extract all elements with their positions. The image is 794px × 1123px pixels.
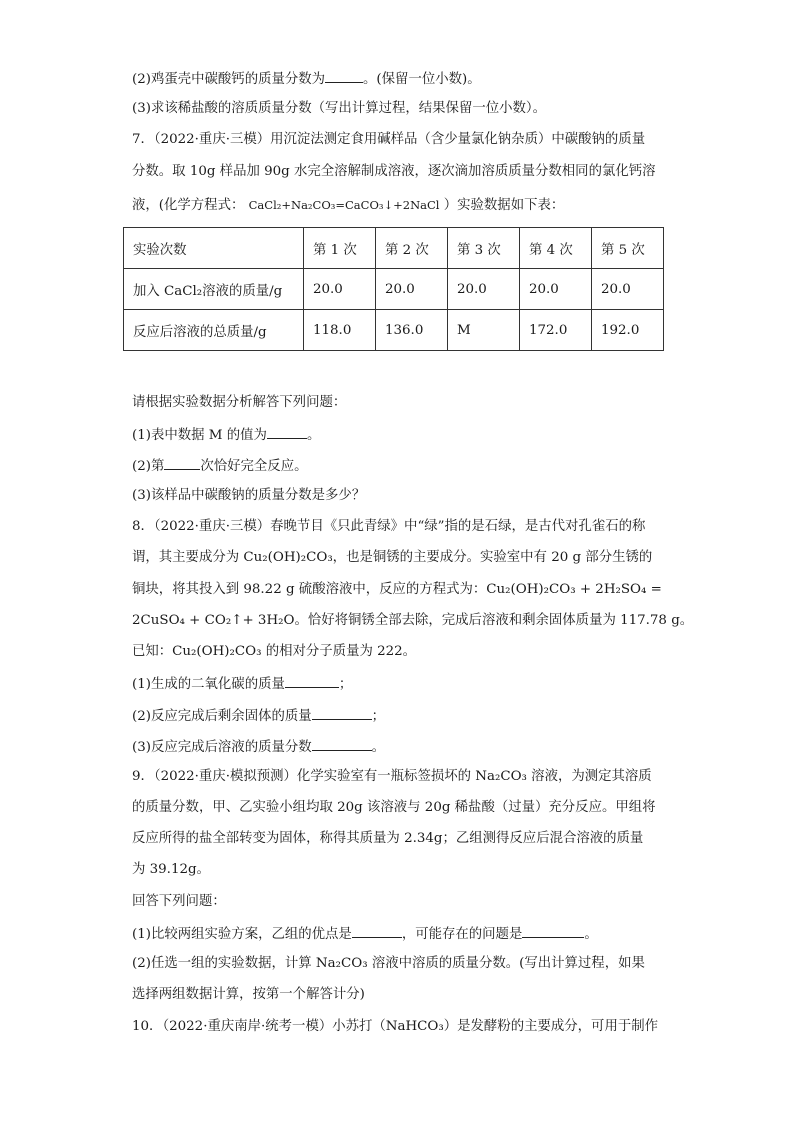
table-row xyxy=(124,269,664,310)
table-row xyxy=(124,310,664,351)
q7-stem-line3: 液，(化学方程式： CaCl₂+Na₂CO₃=CaCO₃↓+2NaCl ）实验数据如下表： xyxy=(132,198,565,213)
q7-part1: (1)表中数据 M 的值为 。 xyxy=(132,424,320,446)
table-cell: 第 5 次 xyxy=(592,228,664,269)
answer-blank[interactable] xyxy=(267,424,307,439)
q8-part2: (2)反应完成后剩余固体的质量 ； xyxy=(132,705,385,727)
table-cell: 20.0 xyxy=(520,269,592,310)
table-cell: 136.0 xyxy=(376,310,448,351)
table-cell: 实验次数 xyxy=(124,228,304,269)
q6-part3: (3)求该稀盐酸的溶质质量分数（写出计算过程，结果保留一位小数）。 xyxy=(132,101,546,116)
table-cell: 118.0 xyxy=(304,310,376,351)
answer-blank[interactable] xyxy=(522,923,584,938)
q7-part2: (2)第 次恰好完全反应。 xyxy=(132,455,307,477)
table-cell: 第 3 次 xyxy=(448,228,520,269)
q8-stem-line2: 谓，其主要成分为 Cu₂(OH)₂CO₃，也是铜锈的主要成分。实验室中有 20 g 部分生锈的 xyxy=(132,550,653,565)
q9-part2-line1: (2)任选一组的实验数据，计算 Na₂CO₃ 溶液中溶质的质量分数。(写出计算过程，如果 xyxy=(132,956,645,971)
q7-part3: (3)该样品中碳酸钠的质量分数是多少？ xyxy=(132,488,366,503)
q8-part1: (1)生成的二氧化碳的质量 ； xyxy=(132,673,352,695)
table-cell: 192.0 xyxy=(592,310,664,351)
q8-stem-line3: 铜块，将其投入到 98.22 g 硫酸溶液中，反应的方程式为：Cu₂(OH)₂CO₃ + 2H₂SO₄ = xyxy=(132,582,662,597)
answer-blank[interactable] xyxy=(164,455,200,470)
table-cell: 加入 CaCl₂溶液的质量/g xyxy=(124,269,304,310)
experiment-data-table xyxy=(123,227,664,351)
q10-stem-line1: 10．（2022·重庆南岸·统考一模）小苏打（NaHCO₃）是发酵粉的主要成分，可用于制作 xyxy=(132,1019,659,1034)
q8-part3: (3)反应完成后溶液的质量分数 。 xyxy=(132,736,385,758)
table-cell: 20.0 xyxy=(592,269,664,310)
answer-blank[interactable] xyxy=(312,736,372,751)
table-cell: 第 1 次 xyxy=(304,228,376,269)
table-cell: 第 2 次 xyxy=(376,228,448,269)
table-cell: 20.0 xyxy=(448,269,520,310)
q8-stem-line4: 2CuSO₄ + CO₂↑+ 3H₂O。恰好将铜锈全部去除，完成后溶液和剩余固体质量为 117.78 g。 xyxy=(132,613,694,628)
q9-intro: 回答下列问题： xyxy=(132,894,226,909)
q9-part2-line2: 选择两组数据计算，按第一个解答计分) xyxy=(132,987,365,1002)
table-cell: M xyxy=(448,310,520,351)
q6-part2: (2)鸡蛋壳中碳酸钙的质量分数为 。(保留一位小数)。 xyxy=(132,68,481,90)
q7-intro: 请根据实验数据分析解答下列问题： xyxy=(132,395,347,410)
table-cell: 172.0 xyxy=(520,310,592,351)
table-header-row xyxy=(124,228,664,269)
q9-stem-line3: 反应所得的盐全部转变为固体，称得其质量为 2.34g；乙组测得反应后混合溶液的质量 xyxy=(132,831,644,846)
q8-stem-line5: 已知：Cu₂(OH)₂CO₃ 的相对分子质量为 222。 xyxy=(132,644,417,659)
q8-stem-line1: 8．（2022·重庆·三模）春晚节目《只此青绿》中“绿”指的是石绿，是古代对孔雀石的称 xyxy=(132,519,646,534)
table-cell: 20.0 xyxy=(376,269,448,310)
table-cell: 20.0 xyxy=(304,269,376,310)
chemical-equation: CaCl₂+Na₂CO₃=CaCO₃↓+2NaCl xyxy=(248,198,440,212)
q9-stem-line1: 9．（2022·重庆·模拟预测）化学实验室有一瓶标签损坏的 Na₂CO₃ 溶液，为测定其溶质 xyxy=(132,769,652,784)
table-cell: 反应后溶液的总质量/g xyxy=(124,310,304,351)
answer-blank[interactable] xyxy=(352,923,402,938)
answer-blank[interactable] xyxy=(285,673,339,688)
q7-stem-line2: 分数。取 10g 样品加 90g 水完全溶解制成溶液，逐次滴加溶质质量分数相同的氯化钙溶 xyxy=(132,164,656,179)
q7-stem-line1: 7．（2022·重庆·三模）用沉淀法测定食用碱样品（含少量氯化钠杂质）中碳酸钠的质量 xyxy=(132,132,646,147)
table-cell: 第 4 次 xyxy=(520,228,592,269)
q9-stem-line2: 的质量分数，甲、乙实验小组均取 20g 该溶液与 20g 稀盐酸（过量）充分反应。甲组将 xyxy=(132,800,656,815)
q9-part1: (1)比较两组实验方案，乙组的优点是 ，可能存在的问题是 。 xyxy=(132,923,598,945)
q9-stem-line4: 为 39.12g。 xyxy=(132,862,210,877)
answer-blank[interactable] xyxy=(325,68,363,83)
answer-blank[interactable] xyxy=(312,705,372,720)
